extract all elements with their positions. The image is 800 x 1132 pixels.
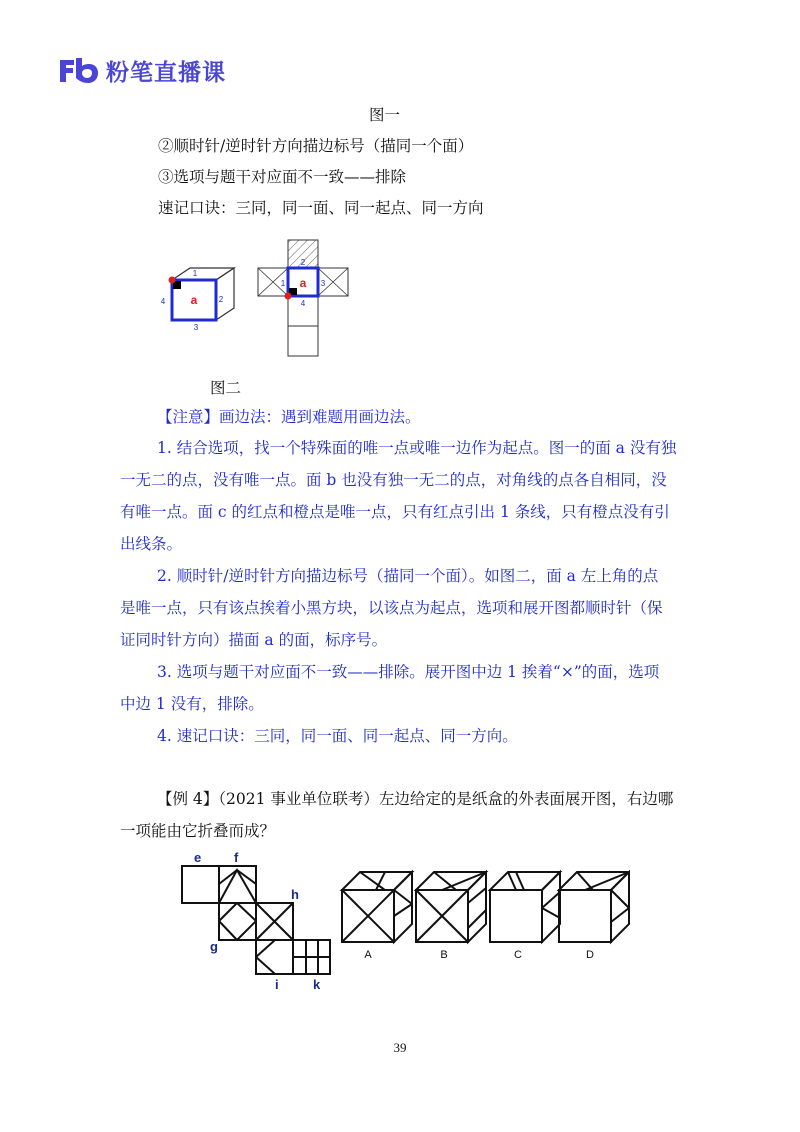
figure1-caption: 图一 <box>369 106 401 124</box>
note-heading: 【注意】画边法：遇到难题用画边法。 <box>157 408 421 426</box>
net-edge-label: 4 <box>300 299 306 308</box>
cube-diagram <box>161 268 234 332</box>
option-c-cube <box>490 872 560 942</box>
brand-logo <box>58 54 226 86</box>
figure2-diagram <box>150 236 360 360</box>
cube-face-label: a <box>190 293 198 307</box>
option-label: A <box>364 949 372 961</box>
option-label: B <box>440 949 448 961</box>
net-diagram <box>258 240 348 356</box>
net-label: h <box>291 887 299 902</box>
cube-edge-label: 3 <box>193 323 199 332</box>
option-label: C <box>514 949 522 961</box>
figure2-caption: 图二 <box>210 379 242 397</box>
cube-edge-label: 2 <box>218 295 224 304</box>
net-edge-label: 1 <box>280 279 286 288</box>
intro-line: 速记口诀：三同，同一面、同一起点、同一方向 <box>158 199 484 217</box>
example-question: 【例 4】（2021 事业单位联考）左边给定的是纸盒的外表面展开图，右边哪 <box>157 790 674 808</box>
note-line: 是唯一点，只有该点挨着小黑方块，以该点为起点，选项和展开图都顺时针（保 <box>120 599 663 617</box>
note-line: 4. 速记口诀：三同，同一面、同一起点、同一方向。 <box>157 727 518 745</box>
net-label: f <box>234 850 239 865</box>
note-line: 1. 结合选项，找一个特殊面的唯一点或唯一边作为起点。图一的面 a 没有独 <box>157 439 677 457</box>
intro-line: ③选项与题干对应面不一致——排除 <box>158 168 407 186</box>
option-a-cube <box>342 872 412 942</box>
intro-line: ②顺时针/逆时针方向描边标号（描同一个面） <box>158 137 474 155</box>
net-label: e <box>194 850 202 865</box>
example-diagram <box>180 848 630 998</box>
note-line: 出线条。 <box>120 535 183 553</box>
net-label: i <box>275 977 279 992</box>
net-edge-label: 3 <box>320 279 326 288</box>
cube-edge-label: 4 <box>160 297 166 306</box>
net-label: k <box>313 977 321 992</box>
logo-text: 粉笔直播课 <box>106 59 226 86</box>
note-line: 有唯一点。面 c 的红点和橙点是唯一点，只有红点引出 1 条线，只有橙点没有引 <box>120 503 670 521</box>
example-question: 一项能由它折叠而成？ <box>120 822 276 840</box>
option-label: D <box>586 949 594 961</box>
note-line: 一无二的点，没有唯一点。面 b 也没有独一无二的点，对角线的点各自相同，没 <box>120 471 667 489</box>
net-face-label: a <box>299 276 307 290</box>
cube-edge-label: 1 <box>192 269 198 278</box>
example-net <box>182 866 330 974</box>
net-edge-label: 2 <box>300 258 306 267</box>
note-line: 证同时针方向）描面 a 的面，标序号。 <box>120 631 388 649</box>
option-d-cube <box>559 872 629 942</box>
fb-logo-icon <box>58 56 100 84</box>
net-label: g <box>210 939 218 954</box>
option-b-cube <box>416 872 486 942</box>
note-line: 中边 1 没有，排除。 <box>120 695 264 713</box>
note-line: 3. 选项与题干对应面不一致——排除。展开图中边 1 挨着“×”的面，选项 <box>157 663 660 681</box>
page-number: 39 <box>393 1040 407 1055</box>
note-line: 2. 顺时针/逆时针方向描边标号（描同一个面）。如图二，面 a 左上角的点 <box>157 567 659 585</box>
